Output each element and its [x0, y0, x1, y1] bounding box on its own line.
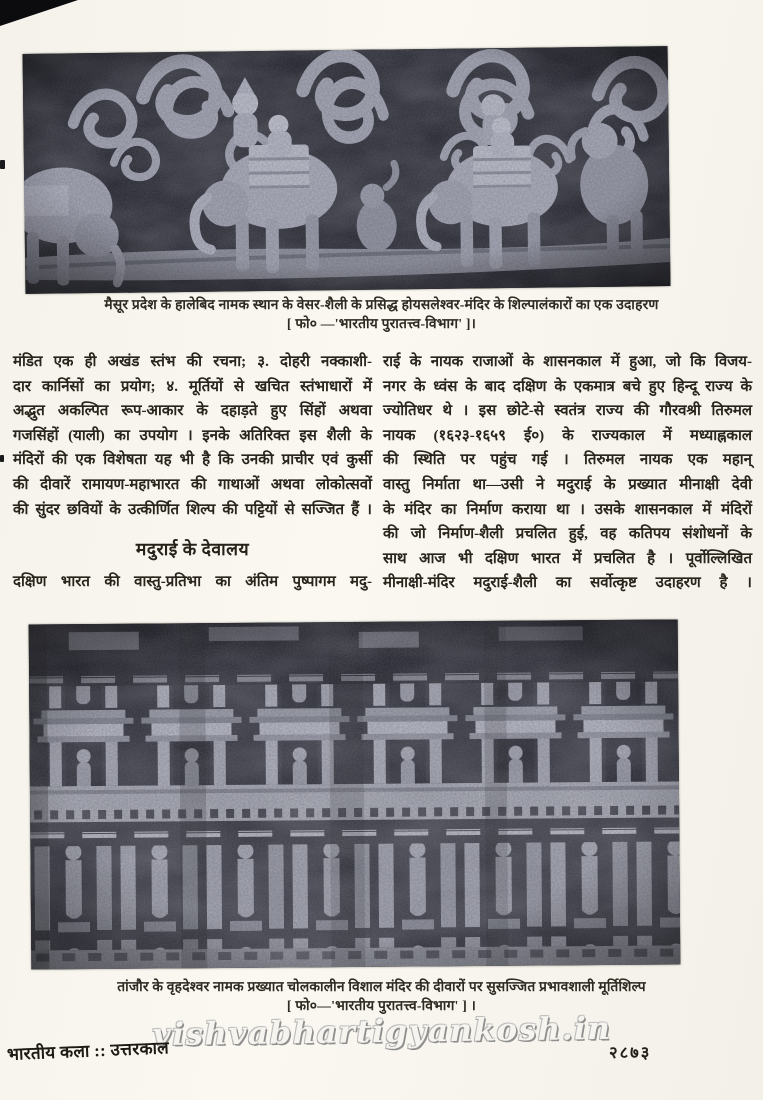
figure2-photo-brihadeshvara-wall	[29, 619, 681, 969]
body-line: ज्योतिधर थे । इस छोटे-से स्वतंत्र राज्य की गौरवश्री तिरुमल	[383, 403, 752, 420]
body-line: अद्भुत अकल्पित रूप-आकार के दहाड़ते हुए सिंहों अथवा	[13, 403, 372, 420]
body-line: साथ आज भी दक्षिण भारत में प्रचलित है । पूर्वोल्लिखित	[383, 550, 752, 567]
body-line: नगर के ध्वंस के बाद दक्षिण के एकमात्र बचे हुए हिन्दू राज्य के	[383, 378, 752, 395]
body-line: गजसिंहों (याली) का उपयोग । इनके अतिरिक्त इस शैली के	[13, 427, 372, 444]
figure2-caption-credit: [ फो०—'भारतीय पुरातत्त्व-विभाग' ] ।	[286, 997, 477, 1013]
right-column	[383, 350, 752, 596]
body-line: मीनाक्षी-मंदिर मदुराई-शैली का सर्वोत्कृष्ट उदाहरण है ।	[383, 575, 752, 592]
figure2-caption	[8, 978, 755, 1015]
figure1-caption-credit: [ फो० —'भारतीय पुरातत्त्व-विभाग' ]।	[286, 315, 477, 331]
body-line: नायक (१६२३-१६५९ ई०) के राज्यकाल में मध्याह्नकाल	[383, 427, 752, 444]
body-line: वास्तु निर्माता था—उसी ने मदुराई के प्रख्यात मीनाक्षी देवी	[383, 476, 752, 493]
site-watermark: vishvabhartigyankosh.in	[151, 1010, 612, 1054]
figure2-caption-line1: तांजौर के वृहदेश्वर नामक प्रख्यात चोलकालीन विशाल मंदिर की दीवारों पर सुसज्जित प्रभावशाली मूर्तिशिल्प	[117, 979, 646, 994]
scan-artifact-corner	[0, 0, 78, 26]
figure1-caption	[8, 296, 755, 333]
scan-speck	[0, 160, 5, 169]
left-column	[13, 350, 372, 595]
temple-wall-artwork	[29, 619, 681, 969]
figure1-photo-hoysala-frieze	[23, 46, 671, 294]
body-line: मंदिरों की एक विशेषता यह भी है कि उनकी प्राचीर एवं कुर्सी	[13, 452, 372, 469]
body-line: की जो निर्माण-शैली प्रचलित हुई, वह कतिपय संशोधनों के	[383, 526, 752, 543]
body-line: की दीवारें रामायण-महाभारत की गाथाओं अथवा लोकोत्सवों	[13, 476, 372, 493]
body-line: राई के नायक राजाओं के शासनकाल में हुआ, जो कि विजय-	[383, 354, 752, 370]
running-footer-title: भारतीय कला :: उत्तरकाल	[6, 1038, 170, 1064]
body-line: के मंदिर का निर्माण कराया था । उसके शासनकाल में मंदिरों	[383, 501, 752, 518]
body-line: दक्षिण भारत की वास्तु-प्रतिभा का अंतिम पुष्पागम मदु-	[13, 574, 372, 591]
scan-speck	[0, 455, 4, 462]
figure1-caption-line1: मैसूर प्रदेश के हालेबिद नामक स्थान के वेसर-शैली के प्रसिद्ध होयसलेश्वर-मंदिर के शिल्पालंकारों का एक उदाहरण	[104, 297, 659, 312]
frieze-artwork	[23, 46, 671, 294]
body-line: दार कार्निसों का प्रयोग; ४. मूर्तियों से खचित स्तंभाधारों में	[13, 378, 372, 395]
body-line: की सुंदर छवियों के उत्कीर्णित शिल्प की पट्टियों से सज्जित हैं ।	[13, 501, 372, 518]
body-line: मंडित एक ही अखंड स्तंभ की रचना; ३. दोहरी नक्काशी-	[13, 354, 372, 370]
section-heading-madurai: मदुराई के देवालय	[135, 539, 250, 560]
page-number: २८७३	[609, 1043, 652, 1062]
body-line: की स्थिति पर पहुंच गई । तिरुमल नायक एक महान्	[383, 452, 752, 469]
